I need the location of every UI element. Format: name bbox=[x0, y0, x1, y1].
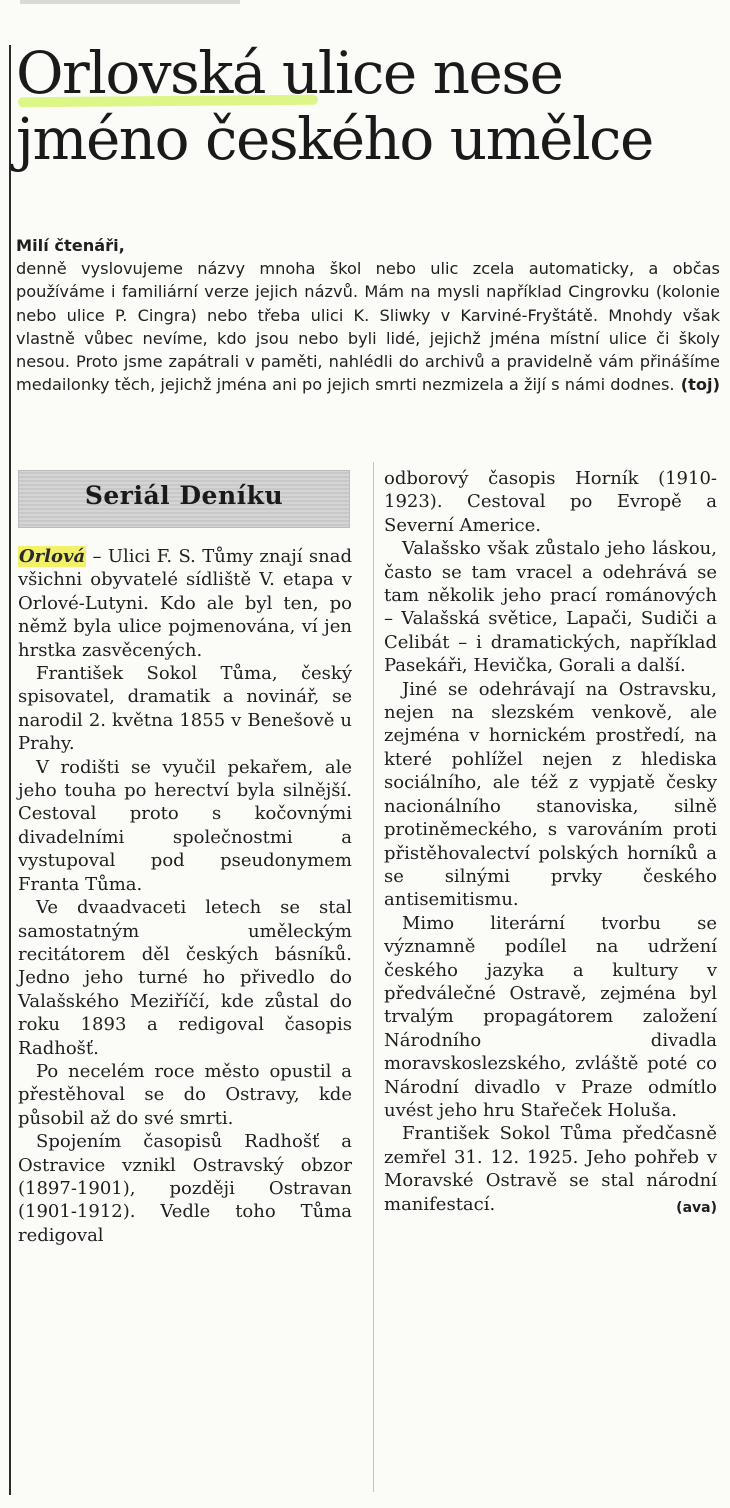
series-banner bbox=[18, 470, 350, 528]
body-paragraph: František Sokol Tůma, český spisovatel, dramatik a novinář, se narodil 2. května 1855 v Benešově u Prahy. bbox=[18, 663, 352, 755]
body-paragraph: Po necelém roce město opustil a přestěhoval se do Ostravy, kde působil až do své smrti. bbox=[18, 1060, 352, 1129]
left-column bbox=[18, 545, 352, 1247]
page-top-edge bbox=[20, 0, 240, 4]
body-paragraph: V rodišti se vyučil pekařem, ale jeho touha po herectví byla silnější. Cestoval proto s kočovnými divadelními společnostmi a vystupoval pod pseudonymem Franta Tůma. bbox=[18, 756, 352, 895]
continuation-paragraph: odborový časopis Horník (1910-1923). Cestoval po Evropě a Severní Americe. bbox=[384, 468, 717, 536]
closing-text: František Sokol Tůma předčasně zemřel 31. 12. 1925. Jeho pohřeb v Moravské Ostravě se stal národní manifestací. bbox=[384, 1123, 717, 1215]
column-divider bbox=[373, 462, 374, 1492]
intro-text: denně vyslovujeme názvy mnoha škol nebo ulic zcela automaticky, a občas používáme i familiární verze jejich názvů. Mám na mysli například Cingrovku (kolonie nebo ulice P. Cingra) nebo třeba ulici K. Sliwky v Karviné-Fryštátě. Mnohdy však vlastně vůbec nevíme, kdo jsou nebo byli lidé, jejichž jména místní ulice či školy nesou. Proto jsme zapátrali v paměti, nahlédli do archivů a pravidelně vám přinášíme medailonky těch, jejichž jména ani po jejich smrti nezmizela a žijí s námi dodnes. bbox=[16, 259, 720, 395]
right-column bbox=[384, 467, 717, 1220]
body-paragraph: Mimo literární tvorbu se významně podílel na udržení českého jazyka a kultury v předválečné Ostravě, zejména byl trvalým propagátorem založení Národního divadla moravskoslezského, zvláště poté co Národní divadlo v Praze odmítlo uvést jeho hru Stařeček Holuša. bbox=[384, 912, 717, 1121]
intro-box bbox=[16, 234, 720, 396]
body-paragraph bbox=[384, 1122, 717, 1216]
body-paragraph: Valašsko však zůstalo jeho láskou, často se tam vracel a odehrává se tam několik jeho prací románových – Valašská světice, Lapači, Sudiči a Celibát – i dramatických, například Pasekáři, Hevička, Gorali a další. bbox=[384, 538, 717, 677]
body-paragraph: Jiné se odehrávají na Ostravsku, nejen na slezském venkově, ale zejména v hornickém prostředí, na které pohlížel nejen z hlediska sociálního, ale též z vypjatě česky nacionálního stanoviska, silně protiněmeckého, s varováním proti přistěhovalectví polských horníků a se silnými prvky českého antisemitismu. bbox=[384, 678, 717, 911]
place-name: Orlová bbox=[19, 546, 86, 567]
lead-paragraph bbox=[18, 545, 352, 662]
body-paragraph: Ve dvaadvaceti letech se stal samostatným uměleckým recitátorem děl českých básníků. Jedno jeho turné ho přivedlo do Valašského Meziříčí, kde zůstal do roku 1893 a redigoval časopis Radhošť. bbox=[18, 897, 352, 1059]
headline-line-2: jméno českého umělce bbox=[16, 105, 653, 173]
headline-line-1: Orlovská ulice nese bbox=[16, 39, 563, 107]
left-border-rule bbox=[9, 45, 11, 1495]
headline bbox=[16, 40, 721, 172]
article-signature: (ava) bbox=[676, 1199, 717, 1216]
intro-signature: (toj) bbox=[680, 375, 720, 395]
body-paragraph: Spojením časopisů Radhošť a Ostravice vznikl Ostravský obzor (1897-1901), později Ostravan (1901-1912). Vedle toho Tůma redigoval bbox=[18, 1131, 352, 1246]
series-label: Seriál Deníku bbox=[84, 481, 284, 510]
lead-text: – Ulici F. S. Tůmy znají snad všichni obyvatelé sídliště V. etapa v Orlové-Lutyni. Kdo ale byl ten, po němž byla ulice pojmenována, ví jen hrstka zasvěcených. bbox=[18, 546, 352, 661]
intro-greeting: Milí čtenáři, bbox=[16, 236, 125, 255]
